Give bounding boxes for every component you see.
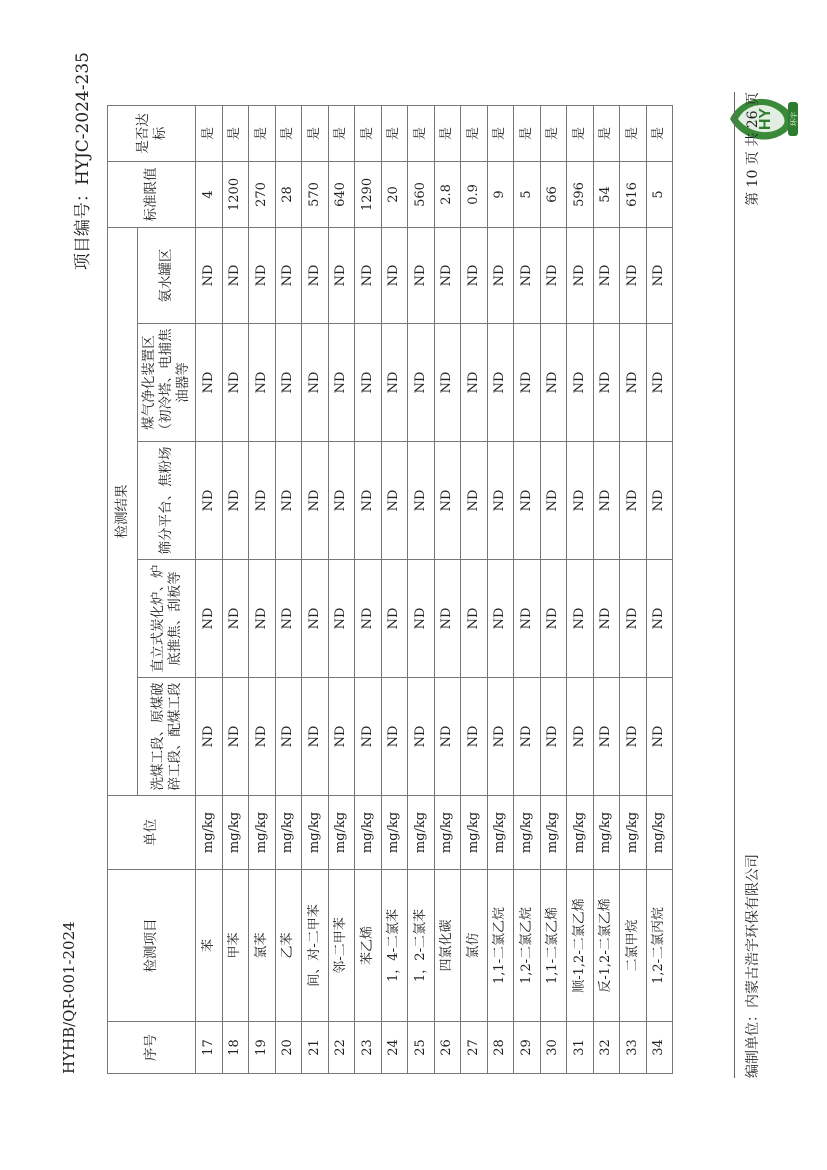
cell-value: ND — [646, 324, 673, 442]
cell-value: ND — [408, 678, 435, 796]
cell-value: ND — [540, 324, 567, 442]
cell-no: 32 — [593, 1022, 620, 1074]
cell-value: ND — [461, 442, 488, 560]
cell-value: ND — [461, 560, 488, 678]
cell-item: 乙苯 — [275, 870, 302, 1022]
cell-pass: 是 — [514, 105, 541, 161]
cell-value: ND — [620, 442, 647, 560]
cell-value: ND — [593, 678, 620, 796]
cell-value: ND — [381, 560, 408, 678]
cell-unit: mg/kg — [328, 796, 355, 870]
table-row — [593, 105, 620, 1073]
cell-unit: mg/kg — [593, 796, 620, 870]
cell-value: ND — [355, 227, 382, 323]
cell-unit: mg/kg — [540, 796, 567, 870]
cell-limit: 560 — [408, 161, 435, 227]
cell-value: ND — [540, 442, 567, 560]
logo-subtext: 环宇 — [790, 112, 798, 126]
cell-item: 1,1-二氯乙烯 — [540, 870, 567, 1022]
cell-pass: 是 — [355, 105, 382, 161]
cell-limit: 0.9 — [461, 161, 488, 227]
cell-value: ND — [328, 442, 355, 560]
cell-unit: mg/kg — [487, 796, 514, 870]
header-area-3: 筛分平台、焦粉场 — [138, 442, 196, 560]
project-number: 项目编号：HYJC-2024-235 — [73, 52, 93, 271]
cell-value: ND — [275, 678, 302, 796]
cell-limit: 54 — [593, 161, 620, 227]
cell-pass: 是 — [302, 105, 329, 161]
cell-limit: 5 — [514, 161, 541, 227]
cell-value: ND — [461, 324, 488, 442]
table-row — [328, 105, 355, 1073]
cell-value: ND — [249, 678, 276, 796]
footer-org: 编制单位：内蒙古浩宇环保有限公司 — [745, 854, 761, 1078]
table-row — [408, 105, 435, 1073]
cell-item: 1,2-二氯丙烷 — [646, 870, 673, 1022]
cell-value: ND — [275, 442, 302, 560]
cell-value: ND — [328, 560, 355, 678]
cell-item: 氯仿 — [461, 870, 488, 1022]
cell-value: ND — [514, 227, 541, 323]
cell-pass: 是 — [196, 105, 223, 161]
cell-limit: 28 — [275, 161, 302, 227]
cell-no: 30 — [540, 1022, 567, 1074]
cell-value: ND — [355, 442, 382, 560]
cell-value: ND — [222, 442, 249, 560]
cell-limit: 2.8 — [434, 161, 461, 227]
cell-value: ND — [487, 227, 514, 323]
cell-value: ND — [434, 324, 461, 442]
cell-value: ND — [567, 678, 594, 796]
cell-unit: mg/kg — [249, 796, 276, 870]
cell-value: ND — [408, 560, 435, 678]
cell-item: 1,2-二氯乙烷 — [514, 870, 541, 1022]
cell-value: ND — [249, 227, 276, 323]
cell-unit: mg/kg — [355, 796, 382, 870]
cell-value: ND — [461, 227, 488, 323]
cell-no: 19 — [249, 1022, 276, 1074]
cell-no: 27 — [461, 1022, 488, 1074]
header-area-5: 氨水罐区 — [138, 227, 196, 323]
cell-unit: mg/kg — [567, 796, 594, 870]
cell-no: 24 — [381, 1022, 408, 1074]
cell-pass: 是 — [540, 105, 567, 161]
cell-value: ND — [434, 227, 461, 323]
cell-item: 四氯化碳 — [434, 870, 461, 1022]
cell-limit: 640 — [328, 161, 355, 227]
cell-no: 33 — [620, 1022, 647, 1074]
table-row — [620, 105, 647, 1073]
cell-unit: mg/kg — [408, 796, 435, 870]
cell-value: ND — [567, 442, 594, 560]
cell-no: 21 — [302, 1022, 329, 1074]
header-area-2: 直立式炭化炉、炉底推焦、刮板等 — [138, 560, 196, 678]
cell-value: ND — [487, 678, 514, 796]
cell-no: 26 — [434, 1022, 461, 1074]
cell-value: ND — [567, 227, 594, 323]
cell-unit: mg/kg — [434, 796, 461, 870]
cell-unit: mg/kg — [196, 796, 223, 870]
cell-value: ND — [434, 442, 461, 560]
cell-unit: mg/kg — [381, 796, 408, 870]
cell-value: ND — [302, 227, 329, 323]
cell-value: ND — [196, 678, 223, 796]
cell-pass: 是 — [593, 105, 620, 161]
cell-value: ND — [275, 227, 302, 323]
cell-no: 20 — [275, 1022, 302, 1074]
cell-limit: 1290 — [355, 161, 382, 227]
cell-value: ND — [514, 678, 541, 796]
cell-limit: 270 — [249, 161, 276, 227]
cell-no: 22 — [328, 1022, 355, 1074]
cell-value: ND — [514, 324, 541, 442]
cell-value: ND — [620, 227, 647, 323]
cell-unit: mg/kg — [514, 796, 541, 870]
cell-value: ND — [434, 560, 461, 678]
cell-pass: 是 — [567, 105, 594, 161]
cell-value: ND — [275, 324, 302, 442]
cell-value: ND — [646, 227, 673, 323]
cell-limit: 20 — [381, 161, 408, 227]
cell-value: ND — [593, 560, 620, 678]
cell-pass: 是 — [434, 105, 461, 161]
cell-item: 1，4-二氯苯 — [381, 870, 408, 1022]
cell-value: ND — [302, 324, 329, 442]
cell-pass: 是 — [381, 105, 408, 161]
cell-unit: mg/kg — [646, 796, 673, 870]
cell-value: ND — [355, 678, 382, 796]
cell-value: ND — [514, 442, 541, 560]
cell-unit: mg/kg — [275, 796, 302, 870]
cell-item: 反-1,2-二氯乙烯 — [593, 870, 620, 1022]
cell-value: ND — [540, 227, 567, 323]
cell-value: ND — [381, 442, 408, 560]
cell-no: 28 — [487, 1022, 514, 1074]
cell-value: ND — [540, 678, 567, 796]
cell-value: ND — [302, 560, 329, 678]
cell-value: ND — [249, 442, 276, 560]
cell-value: ND — [620, 324, 647, 442]
cell-value: ND — [196, 442, 223, 560]
cell-item: 邻-二甲苯 — [328, 870, 355, 1022]
table-row — [196, 105, 223, 1073]
cell-item: 间、对-二甲苯 — [302, 870, 329, 1022]
table-row — [646, 105, 673, 1073]
cell-no: 17 — [196, 1022, 223, 1074]
cell-limit: 5 — [646, 161, 673, 227]
header-seq: 序号 — [108, 1022, 196, 1074]
cell-value: ND — [646, 442, 673, 560]
cell-pass: 是 — [275, 105, 302, 161]
cell-item: 甲苯 — [222, 870, 249, 1022]
cell-value: ND — [381, 678, 408, 796]
table-row — [514, 105, 541, 1073]
cell-limit: 1200 — [222, 161, 249, 227]
footer-page: 第 10 页 共 26 页 — [745, 92, 761, 206]
cell-no: 31 — [567, 1022, 594, 1074]
cell-value: ND — [461, 678, 488, 796]
cell-pass: 是 — [461, 105, 488, 161]
table-row — [222, 105, 249, 1073]
header-item: 检测项目 — [108, 870, 196, 1022]
cell-item: 苯 — [196, 870, 223, 1022]
table-row — [487, 105, 514, 1073]
cell-value: ND — [434, 678, 461, 796]
cell-pass: 是 — [249, 105, 276, 161]
cell-value: ND — [487, 560, 514, 678]
cell-value: ND — [275, 560, 302, 678]
header-results: 检测结果 — [108, 227, 138, 795]
cell-limit: 4 — [196, 161, 223, 227]
cell-value: ND — [328, 324, 355, 442]
cell-limit: 596 — [567, 161, 594, 227]
cell-no: 18 — [222, 1022, 249, 1074]
cell-value: ND — [593, 442, 620, 560]
cell-pass: 是 — [222, 105, 249, 161]
cell-value: ND — [620, 560, 647, 678]
cell-value: ND — [222, 227, 249, 323]
cell-limit: 66 — [540, 161, 567, 227]
cell-value: ND — [487, 442, 514, 560]
table-row — [302, 105, 329, 1073]
cell-item: 1,1-二氯乙烷 — [487, 870, 514, 1022]
cell-value: ND — [302, 442, 329, 560]
cell-value: ND — [408, 442, 435, 560]
cell-no: 25 — [408, 1022, 435, 1074]
header-area-1: 洗煤工段、原煤破碎工段、配煤工段 — [138, 678, 196, 796]
cell-value: ND — [567, 560, 594, 678]
cell-value: ND — [249, 324, 276, 442]
cell-limit: 9 — [487, 161, 514, 227]
cell-value: ND — [222, 324, 249, 442]
cell-limit: 570 — [302, 161, 329, 227]
table-row — [461, 105, 488, 1073]
cell-pass: 是 — [328, 105, 355, 161]
footer-divider — [734, 92, 735, 1078]
table-row — [381, 105, 408, 1073]
table-row — [355, 105, 382, 1073]
table-body — [196, 105, 673, 1073]
cell-value: ND — [222, 560, 249, 678]
cell-pass: 是 — [487, 105, 514, 161]
cell-value: ND — [540, 560, 567, 678]
company-logo-icon — [728, 90, 802, 148]
cell-value: ND — [249, 560, 276, 678]
cell-value: ND — [381, 324, 408, 442]
cell-item: 1，2-二氯苯 — [408, 870, 435, 1022]
cell-value: ND — [567, 324, 594, 442]
results-table — [107, 105, 673, 1074]
cell-no: 34 — [646, 1022, 673, 1074]
cell-value: ND — [222, 678, 249, 796]
cell-item: 二氯甲烷 — [620, 870, 647, 1022]
cell-value: ND — [514, 560, 541, 678]
cell-value: ND — [355, 324, 382, 442]
cell-item: 顺-1,2-二氯乙烯 — [567, 870, 594, 1022]
cell-value: ND — [593, 324, 620, 442]
table-row — [275, 105, 302, 1073]
header-unit: 单位 — [108, 796, 196, 870]
cell-value: ND — [646, 678, 673, 796]
table-row — [540, 105, 567, 1073]
cell-unit: mg/kg — [302, 796, 329, 870]
cell-unit: mg/kg — [620, 796, 647, 870]
cell-item: 氯苯 — [249, 870, 276, 1022]
cell-value: ND — [196, 227, 223, 323]
cell-no: 23 — [355, 1022, 382, 1074]
table-row — [249, 105, 276, 1073]
doc-code: HYHB/QR-001-2024 — [60, 921, 78, 1074]
header-limit: 标准限值 — [108, 161, 196, 227]
cell-unit: mg/kg — [222, 796, 249, 870]
table-row — [567, 105, 594, 1073]
logo-text: HY — [757, 107, 774, 131]
cell-no: 29 — [514, 1022, 541, 1074]
cell-value: ND — [328, 678, 355, 796]
cell-value: ND — [487, 324, 514, 442]
cell-value: ND — [620, 678, 647, 796]
cell-unit: mg/kg — [461, 796, 488, 870]
cell-item: 苯乙烯 — [355, 870, 382, 1022]
cell-value: ND — [381, 227, 408, 323]
cell-value: ND — [408, 324, 435, 442]
cell-value: ND — [355, 560, 382, 678]
cell-pass: 是 — [620, 105, 647, 161]
cell-value: ND — [593, 227, 620, 323]
cell-value: ND — [408, 227, 435, 323]
header-area-4: 煤气净化装置区（初冷塔、电捕焦油器等 — [138, 324, 196, 442]
cell-pass: 是 — [408, 105, 435, 161]
cell-value: ND — [328, 227, 355, 323]
header-pass: 是否达标 — [108, 105, 196, 161]
table-row — [434, 105, 461, 1073]
cell-pass: 是 — [646, 105, 673, 161]
cell-value: ND — [302, 678, 329, 796]
cell-value: ND — [196, 560, 223, 678]
cell-limit: 616 — [620, 161, 647, 227]
cell-value: ND — [646, 560, 673, 678]
cell-value: ND — [196, 324, 223, 442]
